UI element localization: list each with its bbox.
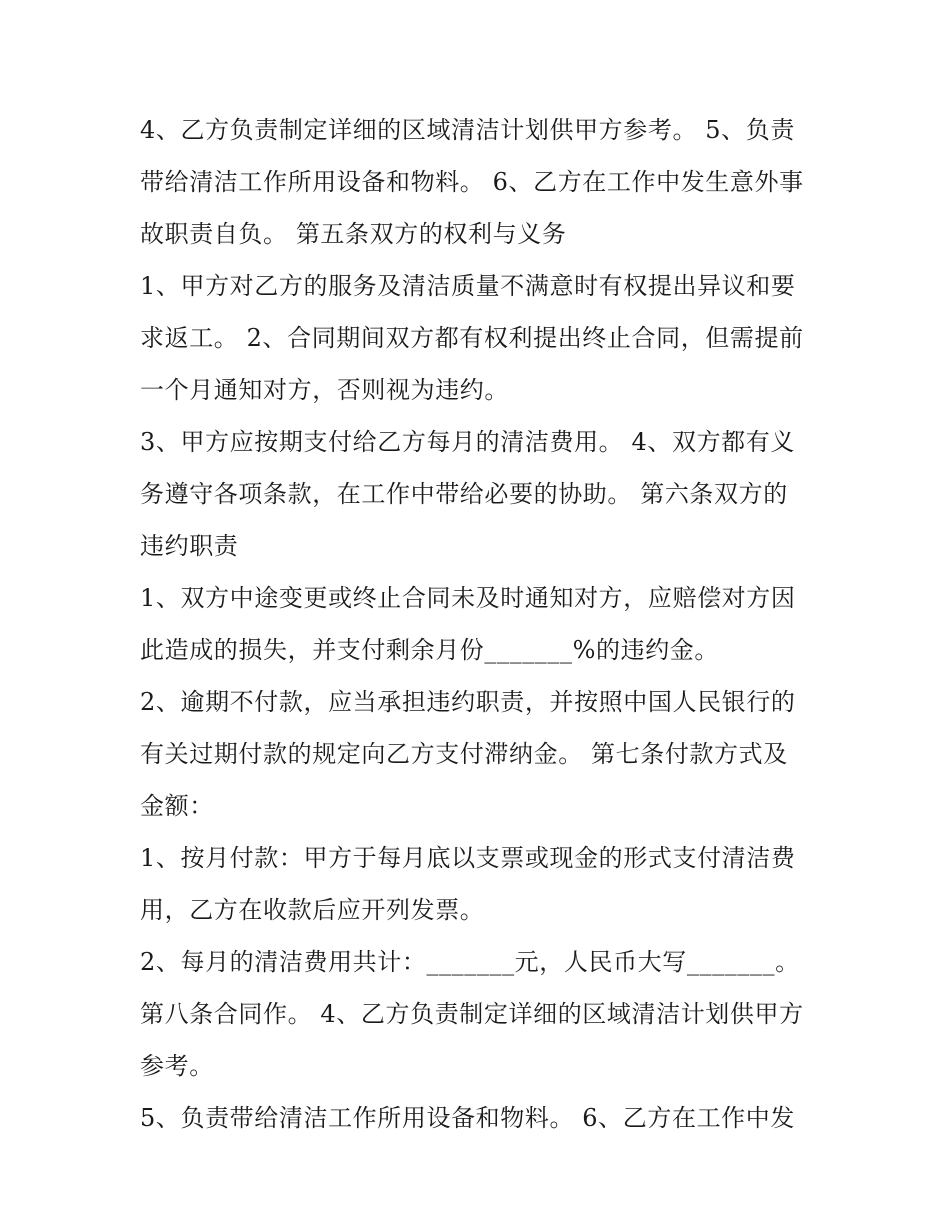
text-line-7: 3、甲方应按期支付给乙方每月的清洁费用。 4、双方都有义 — [140, 428, 795, 456]
text-line-3: 故职责自负。 第五条双方的权利与义务 — [140, 220, 567, 248]
text-line-4: 1、甲方对乙方的服务及清洁质量不满意时有权提出异议和要 — [140, 272, 796, 300]
text-line-6: 一个月通知对方，否则视为违约。 — [140, 376, 509, 404]
text-line-15: 1、按月付款：甲方于每月底以支票或现金的形式支付清洁费 — [140, 844, 796, 872]
text-line-1: 4、乙方负责制定详细的区域清洁计划供甲方参考。 5、负责 — [140, 116, 795, 144]
text-line-19: 参考。 — [140, 1052, 214, 1080]
text-line-13: 有关过期付款的规定向乙方支付滞纳金。 第七条付款方式及 — [140, 740, 788, 768]
contract-text — [140, 104, 820, 1144]
text-line-20: 5、负责带给清洁工作所用设备和物料。 6、乙方在工作中发 — [140, 1104, 795, 1132]
text-line-17: 2、每月的清洁费用共计：_______元，人民币大写_______。 — [140, 948, 800, 976]
text-line-8: 务遵守各项条款，在工作中带给必要的协助。 第六条双方的 — [140, 480, 788, 508]
text-line-11: 此造成的损失，并支付剩余月份_______%的违约金。 — [140, 636, 720, 664]
text-line-2: 带给清洁工作所用设备和物料。 6、乙方在工作中发生意外事 — [140, 168, 804, 196]
text-line-18: 第八条合同作。 4、乙方负责制定详细的区域清洁计划供甲方 — [140, 1000, 804, 1028]
text-line-9: 违约职责 — [140, 532, 239, 560]
text-line-5: 求返工。 2、合同期间双方都有权利提出终止合同，但需提前 — [140, 324, 804, 352]
text-line-14: 金额： — [140, 792, 214, 820]
text-line-10: 1、双方中途变更或终止合同未及时通知对方，应赔偿对方因 — [140, 584, 796, 612]
text-line-12: 2、逾期不付款，应当承担违约职责，并按照中国人民银行的 — [140, 688, 796, 716]
text-line-16: 用，乙方在收款后应开列发票。 — [140, 896, 485, 924]
